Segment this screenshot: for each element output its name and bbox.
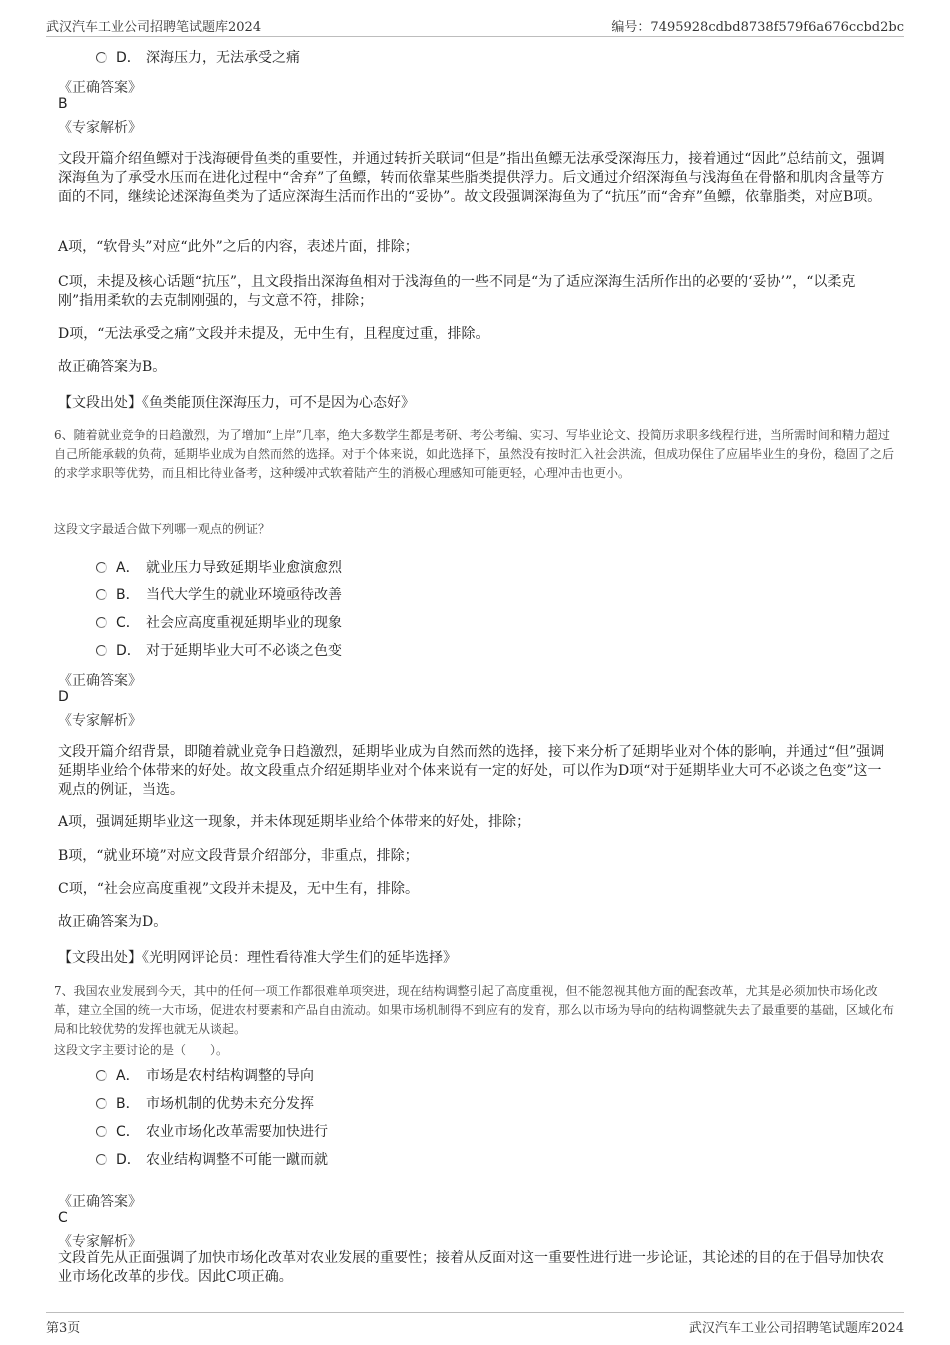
q7-analysis-para-1: 文段首先从正面强调了加快市场化改革对农业发展的重要性；接着从反面对这一重要性进行进一步论证，其论述的目的在于倡导加快农业市场化改革的步伐。因此C项正确。 <box>58 1250 884 1285</box>
q6-option-d[interactable]: D． 对于延期毕业大可不必谈之色变 <box>96 640 342 660</box>
radio-icon[interactable] <box>96 562 107 573</box>
q5-option-d[interactable]: D． 深海压力，无法承受之痛 <box>96 47 300 67</box>
q6-answer: D <box>58 689 69 705</box>
q6-analysis-label: 《专家解析》 <box>58 713 142 729</box>
q6-analysis-para-4: C项，“社会应高度重视”文段并未提及，无中生有，排除。 <box>58 881 420 897</box>
q7-question: 这段文字主要讨论的是（ ）。 <box>54 1043 229 1057</box>
radio-icon[interactable] <box>96 1126 107 1137</box>
page-header <box>46 14 904 37</box>
q6-option-c[interactable]: C． 社会应高度重视延期毕业的现象 <box>96 612 342 632</box>
q7-option-d[interactable]: D． 农业结构调整不可能一蹴而就 <box>96 1149 328 1169</box>
q6-question: 这段文字最适合做下列哪一观点的例证？ <box>54 522 271 536</box>
q5-analysis-para-2: A项，“软骨头”对应“此外”之后的内容，表述片面，排除； <box>58 239 419 255</box>
q7-stem: 7、我国农业发展到今天，其中的任何一项工作都很难单项突进，现在结构调整引起了高度重视，但不能忽视其他方面的配套改革，尤其是必须加快市场化改革，建立全国的统一大市场，促进农村要素和产品自由流动。如果市场机制得不到应有的发育，那么以市场为导向的结构调整就失去了最重要的基础，区域化布局和比较优势的发挥也就无从谈起。 <box>54 984 895 1036</box>
q5-analysis-para-5: 故正确答案为B。 <box>58 359 167 375</box>
q6-analysis-para-3: B项，“就业环境”对应文段背景介绍部分，非重点，排除； <box>58 848 419 864</box>
document-id: 编号：7495928cdbd8738f579f6a676ccbd2bc <box>611 20 904 35</box>
q6-option-b[interactable]: B． 当代大学生的就业环境亟待改善 <box>96 584 342 604</box>
q7-answer: C <box>58 1210 68 1226</box>
q7-option-b[interactable]: B． 市场机制的优势未充分发挥 <box>96 1093 314 1113</box>
q5-analysis-para-4: D项，“无法承受之痛”文段并未提及，无中生有，且程度过重，排除。 <box>58 326 490 342</box>
q7-option-a[interactable]: A． 市场是农村结构调整的导向 <box>96 1065 314 1085</box>
q6-analysis-para-5: 故正确答案为D。 <box>58 914 168 930</box>
footer-title: 武汉汽车工业公司招聘笔试题库2024 <box>688 1321 904 1336</box>
page-number: 第3页 <box>46 1321 81 1336</box>
radio-icon[interactable] <box>96 1154 107 1165</box>
header-title: 武汉汽车工业公司招聘笔试题库2024 <box>46 20 262 35</box>
q5-analysis-para-3: C项，未提及核心话题“抗压”，且文段指出深海鱼相对于浅海鱼的一些不同是“为了适应深海生活所作出的必要的‘妥协’”，“以柔克刚”指用柔软的去克制刚强的，与文意不符，排除； <box>58 274 856 309</box>
q7-analysis-label: 《专家解析》 <box>58 1234 142 1250</box>
q6-analysis-para-2: A项，强调延期毕业这一现象，并未体现延期毕业给个体带来的好处，排除； <box>58 814 531 830</box>
radio-icon[interactable] <box>96 617 107 628</box>
q7-answer-label: 《正确答案》 <box>58 1194 142 1210</box>
q6-analysis-para-1: 文段开篇介绍背景，即随着就业竞争日趋激烈，延期毕业成为自然而然的选择，接下来分析了延期毕业对个体的影响，并通过“但”强调延期毕业给个体带来的好处。故文段重点介绍延期毕业对个体来说有一定的好处，可以作为D项“对于延期毕业大可不必谈之色变”这一观点的例证，当选。 <box>58 744 885 798</box>
q5-analysis-para-1: 文段开篇介绍鱼鳔对于浅海硬骨鱼类的重要性，并通过转折关联词“但是”指出鱼鳔无法承受深海压力，接着通过“因此”总结前文，强调深海鱼为了承受水压而在进化过程中“舍弃”了鱼鳔，转而依靠某些脂类提供浮力。后文通过介绍深海鱼与浅海鱼在骨骼和肌肉含量等方面的不同，继续论述深海鱼类为了适应深海生活而作出的“妥协”。故文段强调深海鱼为了“抗压”而“舍弃”鱼鳔，依靠脂类，对应B项。 <box>58 151 885 205</box>
q6-option-a[interactable]: A． 就业压力导致延期毕业愈演愈烈 <box>96 557 342 577</box>
q5-answer-label: 《正确答案》 <box>58 80 142 96</box>
radio-icon[interactable] <box>96 645 107 656</box>
q6-stem: 6、随着就业竞争的日趋激烈，为了增加“上岸”几率，绝大多数学生都是考研、考公考编、实习、写毕业论文、投简历求职多线程行进，当所需时间和精力超过自己所能承载的负荷，延期毕业成为自然而然的选择。对于个体来说，如此选择下，虽然没有按时汇入社会洪流，但成功保住了应届毕业生的身份，稳固了之后的求学求职等优势，而且相比待业备考，这种缓冲式软着陆产生的消极心理感知可能更轻，心理冲击也更小。 <box>54 428 895 480</box>
radio-icon[interactable] <box>96 589 107 600</box>
q5-answer: B <box>58 96 68 112</box>
q6-answer-label: 《正确答案》 <box>58 673 142 689</box>
q6-source: 【文段出处】《光明网评论员：理性看待准大学生们的延毕选择》 <box>58 950 457 966</box>
q7-option-c[interactable]: C． 农业市场化改革需要加快进行 <box>96 1121 328 1141</box>
radio-icon[interactable] <box>96 52 107 63</box>
radio-icon[interactable] <box>96 1098 107 1109</box>
q5-source: 【文段出处】《鱼类能顶住深海压力，可不是因为心态好》 <box>58 395 415 411</box>
q5-analysis-label: 《专家解析》 <box>58 120 142 136</box>
radio-icon[interactable] <box>96 1070 107 1081</box>
page-footer <box>46 1312 904 1337</box>
